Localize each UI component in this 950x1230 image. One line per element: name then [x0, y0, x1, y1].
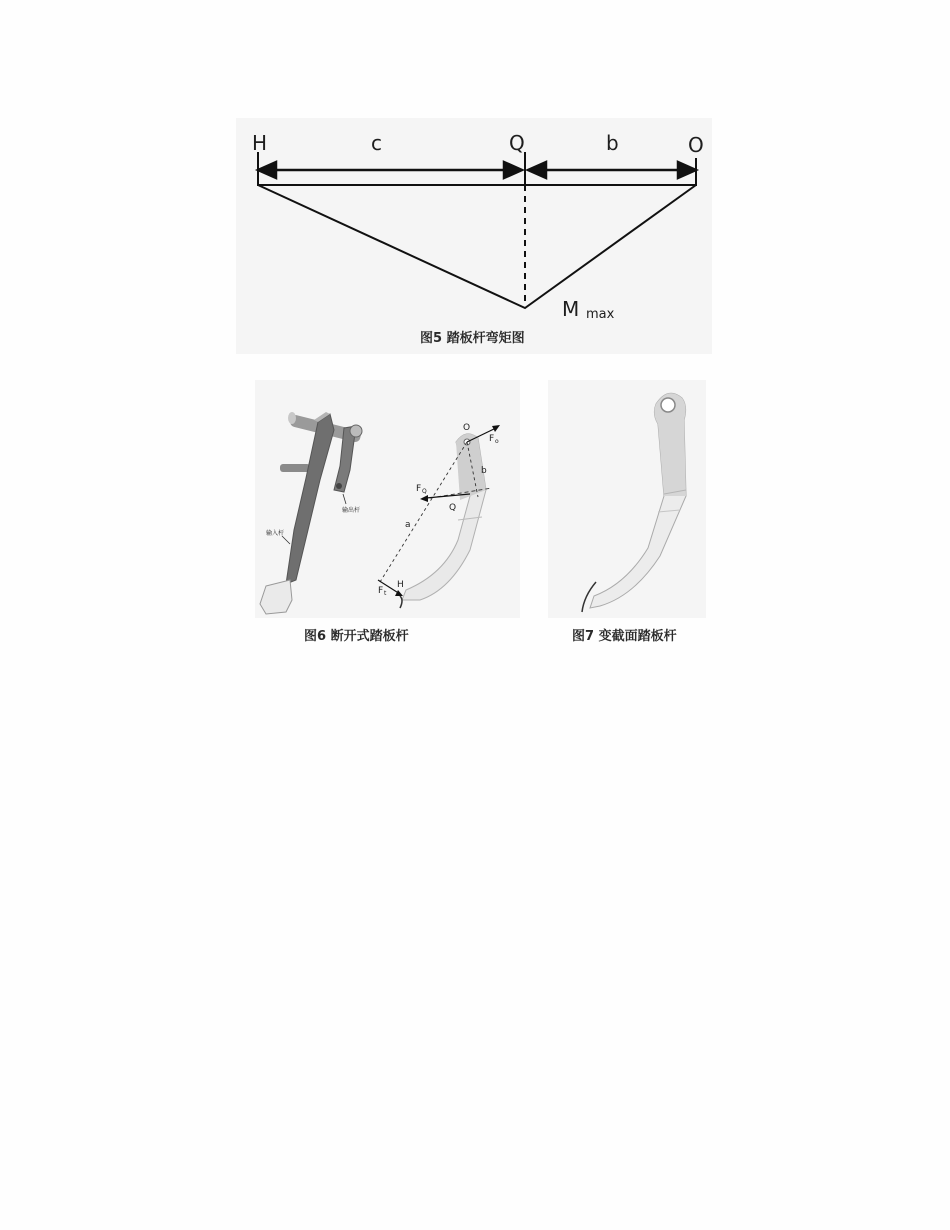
label-m: M	[562, 297, 580, 321]
label-output-rod: 输出杆	[342, 507, 361, 514]
split-pedal-rod-figure	[255, 380, 520, 618]
label-o: O	[463, 423, 471, 433]
label-ft: F	[378, 586, 384, 596]
label-fq-sub: Q	[422, 488, 427, 495]
bending-moment-diagram	[236, 118, 712, 354]
output-rod-hub	[350, 425, 362, 437]
label-a: a	[405, 520, 411, 530]
label-c: c	[371, 131, 382, 155]
label-b: b	[606, 131, 619, 155]
fig5-caption: 图5 踏板杆弯矩图	[420, 331, 525, 346]
label-h: H	[397, 580, 404, 590]
fig6-caption: 图6 断开式踏板杆	[304, 629, 409, 644]
label-m-sub: max	[586, 307, 615, 322]
output-rod-hole	[336, 483, 342, 489]
label-fo: F	[489, 434, 495, 444]
fig7-caption: 图7 变截面踏板杆	[572, 629, 677, 644]
shaft-end	[288, 412, 296, 424]
label-b: b	[481, 466, 487, 476]
label-q: Q	[509, 131, 525, 155]
label-o: O	[688, 133, 704, 157]
variable-section-pedal-rod-figure	[548, 380, 706, 618]
fig5-background	[236, 118, 712, 354]
stub-pin	[280, 464, 310, 472]
pivot-hole	[661, 398, 675, 412]
label-q: Q	[449, 503, 457, 513]
label-fo-sub: o	[495, 438, 499, 445]
label-h: H	[252, 131, 268, 155]
label-ft-sub: t	[384, 590, 387, 597]
label-input-rod: 输入杆	[266, 530, 285, 537]
label-fq: F	[416, 484, 422, 494]
